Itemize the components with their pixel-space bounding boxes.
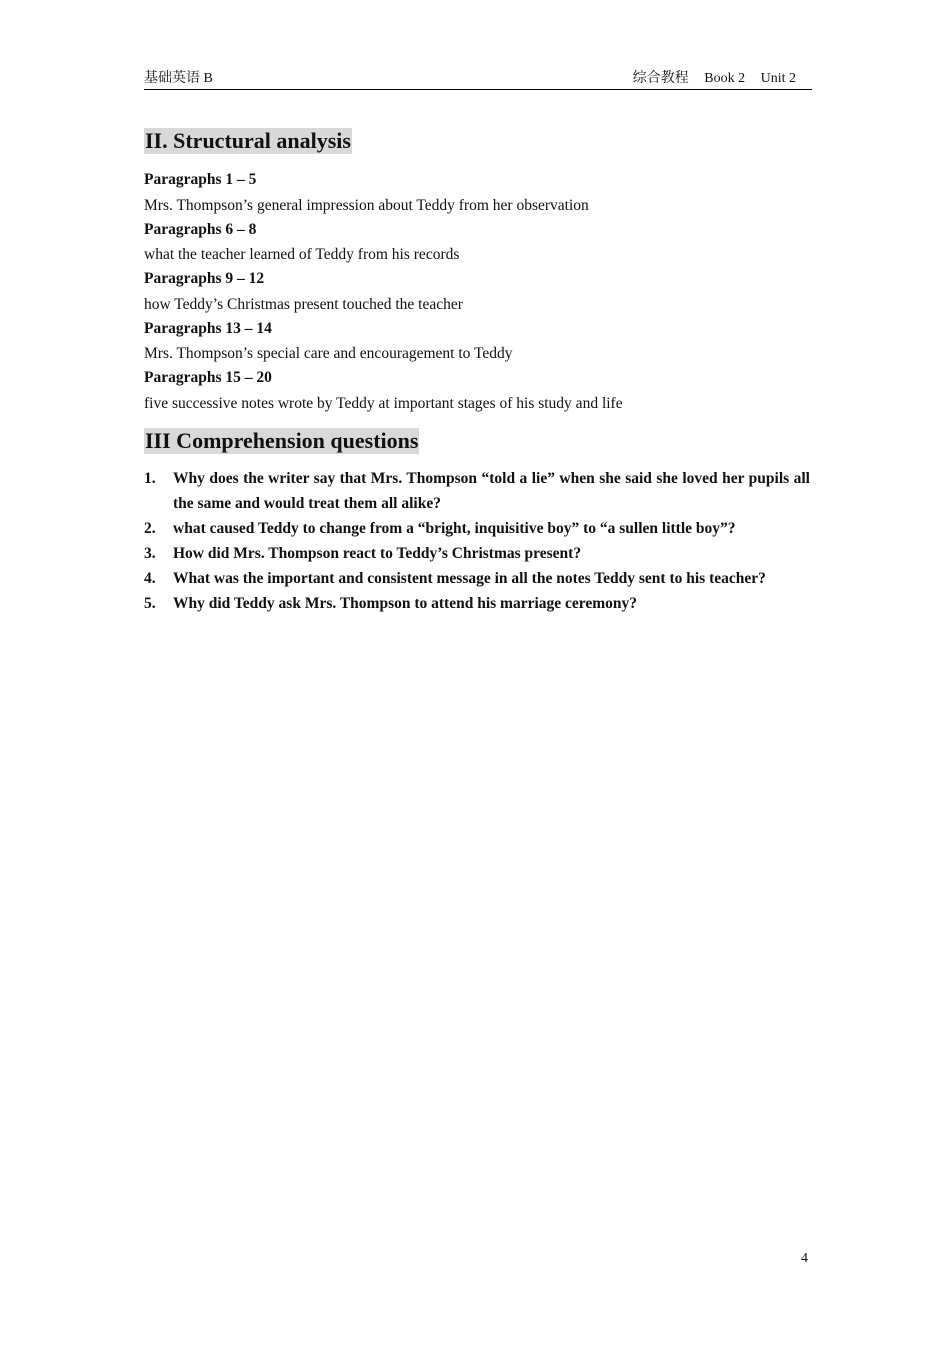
question-item: [144, 566, 810, 591]
paragraph-summary: what the teacher learned of Teddy from his records: [144, 246, 460, 263]
paragraph-summary: Mrs. Thompson’s general impression about Teddy from her observation: [144, 196, 589, 214]
header-textbook: 综合教程: [632, 71, 689, 86]
paragraph-group: [144, 267, 824, 317]
question-text: How did Mrs. Thompson react to Teddy’s Christmas present?: [173, 545, 582, 562]
question-item: [144, 541, 810, 566]
question-text: what caused Teddy to change from a “bright, inquisitive boy” to “a sullen little boy”?: [173, 520, 736, 537]
paragraph-range: Paragraphs 6 – 8: [144, 220, 257, 238]
question-item: [144, 516, 810, 541]
paragraph-range: Paragraphs 1 – 5: [144, 171, 257, 188]
paragraph-summary: Mrs. Thompson’s special care and encouragement to Teddy: [144, 345, 513, 362]
question-number: 3.: [144, 545, 156, 562]
structural-analysis-list: [144, 168, 824, 416]
header-book: Book 2: [704, 71, 746, 86]
question-number: 5.: [144, 595, 156, 612]
paragraph-group: [144, 366, 824, 416]
page-header: [144, 70, 812, 90]
paragraph-summary: how Teddy’s Christmas present touched the teacher: [144, 295, 463, 313]
question-item: [144, 591, 810, 616]
question-item: [144, 466, 810, 516]
paragraph-range: Paragraphs 13 – 14: [144, 319, 272, 337]
paragraph-summary: five successive notes wrote by Teddy at important stages of his study and life: [144, 394, 623, 412]
paragraph-group: [144, 317, 824, 367]
section-heading-comprehension-questions: III Comprehension questions: [145, 428, 419, 453]
question-number: 1.: [144, 470, 156, 487]
paragraph-range: Paragraphs 15 – 20: [144, 369, 272, 386]
question-number: 2.: [144, 520, 156, 537]
question-text: What was the important and consistent message in all the notes Teddy sent to his teacher?: [173, 570, 766, 587]
comprehension-question-list: [144, 466, 810, 616]
paragraph-range: Paragraphs 9 – 12: [144, 270, 265, 287]
question-number: 4.: [144, 570, 156, 587]
paragraph-group: [144, 168, 824, 218]
paragraph-group: [144, 218, 824, 268]
header-course-title: 基础英语 B: [144, 71, 213, 86]
section-heading-structural-analysis: II. Structural analysis: [145, 128, 351, 153]
question-text: Why does the writer say that Mrs. Thompson “told a lie” when she said she loved her pupils all the same and would treat them all alike?: [173, 470, 810, 512]
header-unit: Unit 2: [760, 71, 796, 86]
page-number: 4: [801, 1251, 808, 1266]
header-book-info: [621, 70, 796, 88]
question-text: Why did Teddy ask Mrs. Thompson to attend his marriage ceremony?: [173, 595, 638, 612]
